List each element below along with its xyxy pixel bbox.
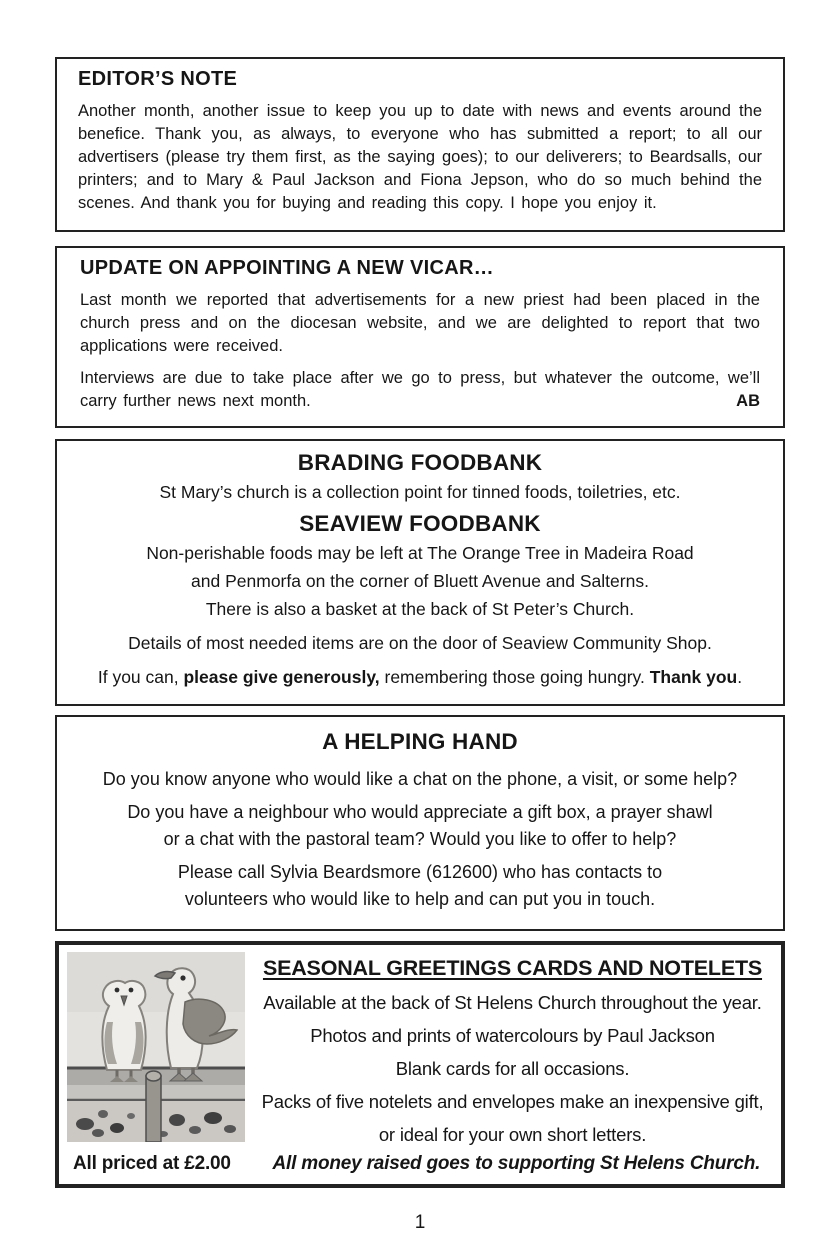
greeting-cards-line-1: Available at the back of St Helens Church throughout the year.: [263, 992, 762, 1013]
helping-hand-para2-line1: Do you have a neighbour who would appreciate a gift box, a prayer shawl: [127, 802, 713, 822]
brading-foodbank-title: BRADING FOODBANK: [297, 450, 543, 475]
editors-note-title: EDITOR’S NOTE: [78, 68, 238, 90]
vicar-update-para2-text: Interviews are due to take place after we go to press, but whatever the outcome, we’ll carry further news next month.: [80, 369, 760, 410]
greeting-cards-box: [55, 941, 785, 1188]
greeting-cards-top: [65, 950, 772, 1151]
foodbank-appeal-bold1: please give generously,: [183, 667, 380, 687]
helping-hand-para3-line2: volunteers who would like to help and can put you in touch.: [184, 889, 656, 909]
greeting-cards-line-3: Blank cards for all occasions.: [395, 1058, 630, 1079]
seaview-foodbank-line1: Non-perishable foods may be left at The Orange Tree in Madeira Road: [146, 543, 694, 563]
greeting-cards-line-5: or ideal for your own short letters.: [378, 1124, 647, 1145]
foodbank-details: Details of most needed items are on the door of Seaview Community Shop.: [128, 633, 712, 653]
greeting-cards-text: [253, 950, 772, 1151]
helping-hand-para2-line2: or a chat with the pastoral team? Would you like to offer to help?: [163, 829, 677, 849]
foodbank-appeal-bold2: Thank you: [649, 667, 738, 687]
vicar-update-signature: AB: [736, 392, 760, 410]
greeting-cards-title: SEASONAL GREETINGS CARDS AND NOTELETS: [262, 956, 763, 980]
seaview-foodbank-line3: There is also a basket at the back of St Peter’s Church.: [205, 599, 635, 619]
helping-hand-para3-line1: Please call Sylvia Beardsmore (612600) who has contacts to: [177, 862, 663, 882]
seaview-foodbank-title: SEAVIEW FOODBANK: [299, 511, 541, 536]
page-number: 1: [414, 1212, 426, 1233]
brading-foodbank-text: St Mary’s church is a collection point for tinned foods, toiletries, etc.: [159, 482, 681, 502]
greeting-cards-price: All priced at £2.00: [73, 1153, 231, 1174]
helping-hand-title: A HELPING HAND: [322, 729, 518, 754]
helping-hand-para1: Do you know anyone who would like a chat on the phone, a visit, or some help?: [102, 769, 738, 789]
seaview-foodbank-line2: and Penmorfa on the corner of Bluett Avenue and Salterns.: [191, 571, 649, 591]
vicar-update-box: [55, 246, 785, 428]
greeting-cards-bottom: [65, 1153, 772, 1175]
vicar-update-para2: [80, 367, 760, 413]
foodbank-appeal: [73, 663, 767, 691]
foodbank-appeal-suffix: .: [737, 667, 743, 687]
foodbank-appeal-prefix: If you can,: [97, 667, 184, 687]
editors-note-body: Another month, another issue to keep you up to date with news and events around the benefice. Thank you, as always, to everyone who has submitted a report; to all our advertisers (please try them first, as the saying goes); to our deliverers; to Beardsalls, our printers; and to Mary & Paul Jackson and Fiona Jepson, who do so much behind the scenes. And thank you for buying and reading this copy. I hope you enjoy it.: [78, 102, 762, 212]
greeting-cards-footer: All money raised goes to supporting St Helens Church.: [272, 1153, 761, 1174]
vicar-update-para1: Last month we reported that advertisements for a new priest had been placed in the church press and on the diocesan website, and we are delighted to report that two applications were received.: [80, 291, 760, 355]
vicar-update-title: UPDATE ON APPOINTING A NEW VICAR…: [80, 257, 494, 279]
editors-note-box: [55, 57, 785, 232]
foodbank-appeal-mid: remembering those going hungry.: [379, 667, 650, 687]
greeting-cards-line-2: Photos and prints of watercolours by Paul Jackson: [310, 1025, 715, 1046]
greeting-cards-line-4: Packs of five notelets and envelopes make an inexpensive gift,: [261, 1091, 764, 1112]
two-seagulls-image: [67, 952, 245, 1142]
foodbank-box: [55, 439, 785, 706]
helping-hand-box: [55, 715, 785, 931]
